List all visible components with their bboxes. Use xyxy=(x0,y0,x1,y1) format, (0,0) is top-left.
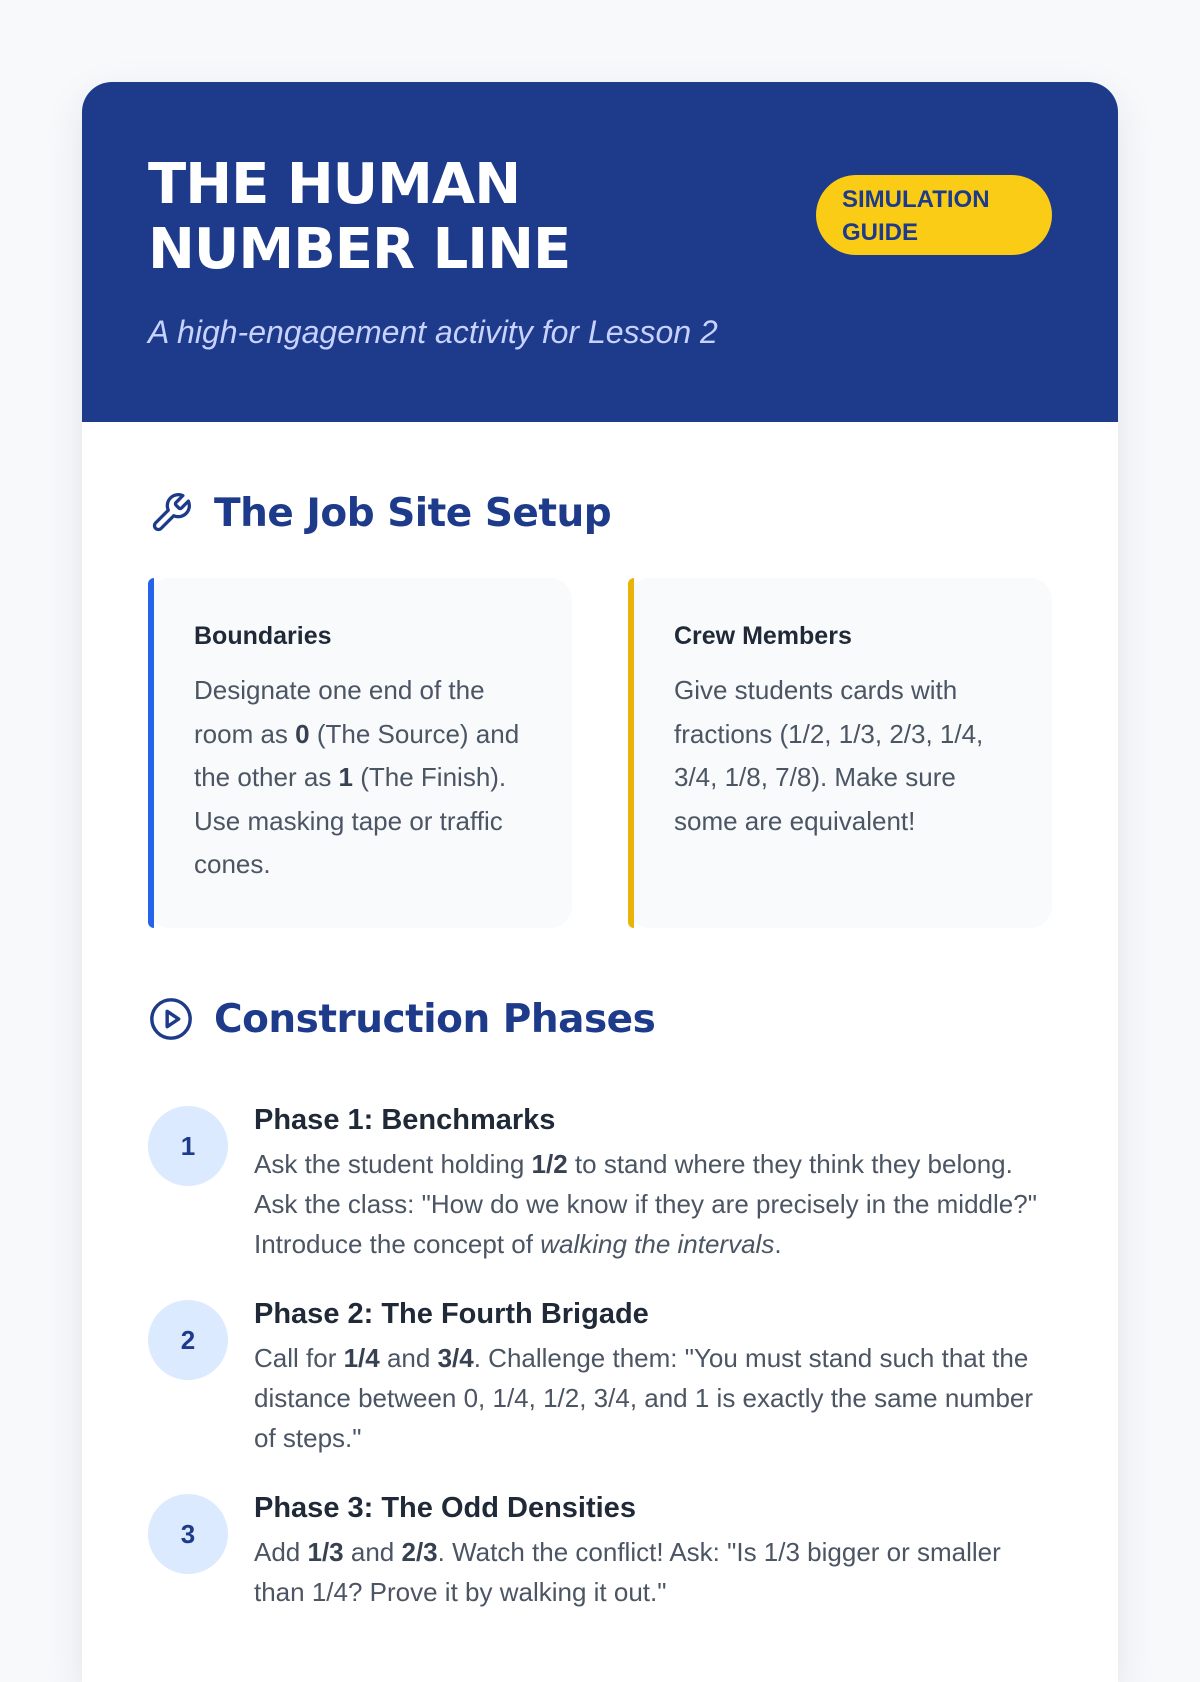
crew-members-card xyxy=(628,578,1052,928)
setup-section-heading xyxy=(148,488,1052,538)
title-line-1: THE HUMAN xyxy=(148,152,521,217)
guide-card xyxy=(82,82,1118,1682)
setup-heading: The Job Site Setup xyxy=(214,490,612,536)
crew-members-text: Give students cards with fractions (1/2, 1/3, 2/3, 1/4, 3/4, 1/8, 7/8). Make sure some are equivalent! xyxy=(674,675,984,836)
phase-title: Phase 3: The Odd Densities xyxy=(254,1492,636,1524)
page-subtitle: A high-engagement activity for Lesson 2 xyxy=(148,314,718,350)
title-line-2: NUMBER LINE xyxy=(148,217,571,282)
phase-title: Phase 2: The Fourth Brigade xyxy=(254,1298,649,1330)
boundaries-text: Designate one end of the room as 0 (The Source) and the other as 1 (The Finish). Use masking tape or traffic cones. xyxy=(194,675,520,879)
phase-number: 3 xyxy=(148,1494,228,1574)
phase-item xyxy=(148,1296,1052,1458)
boundaries-card xyxy=(148,578,572,928)
phase-number: 2 xyxy=(148,1300,228,1380)
page-title xyxy=(148,152,708,282)
phase-item xyxy=(148,1102,1052,1264)
boundaries-title: Boundaries xyxy=(194,622,332,650)
phase-number: 1 xyxy=(148,1106,228,1186)
header-banner xyxy=(82,82,1118,422)
badge-line-1: SIMULATION xyxy=(842,186,990,213)
wrench-icon xyxy=(148,490,194,536)
phase-text: Ask the student holding 1/2 to stand where they think they belong. Ask the class: "How do we know if they are precisely in the middle?" Introduce the concept of walking the intervals. xyxy=(254,1149,1037,1259)
play-circle-icon xyxy=(148,996,194,1042)
phases-heading: Construction Phases xyxy=(214,996,656,1042)
crew-members-title: Crew Members xyxy=(674,622,852,650)
badge-line-2: GUIDE xyxy=(842,219,919,246)
simulation-guide-badge xyxy=(816,175,1052,255)
phase-text: Call for 1/4 and 3/4. Challenge them: "You must stand such that the distance between 0, 1/4, 1/2, 3/4, and 1 is exactly the same number of steps." xyxy=(254,1343,1034,1453)
phase-item xyxy=(148,1490,1052,1612)
content-body xyxy=(82,422,1118,1612)
phases-section-heading xyxy=(148,994,1052,1044)
phase-title: Phase 1: Benchmarks xyxy=(254,1104,556,1136)
setup-grid xyxy=(148,578,1052,928)
phase-list xyxy=(148,1102,1052,1612)
phase-text: Add 1/3 and 2/3. Watch the conflict! Ask: "Is 1/3 bigger or smaller than 1/4? Prove it by walking it out." xyxy=(254,1537,1001,1607)
